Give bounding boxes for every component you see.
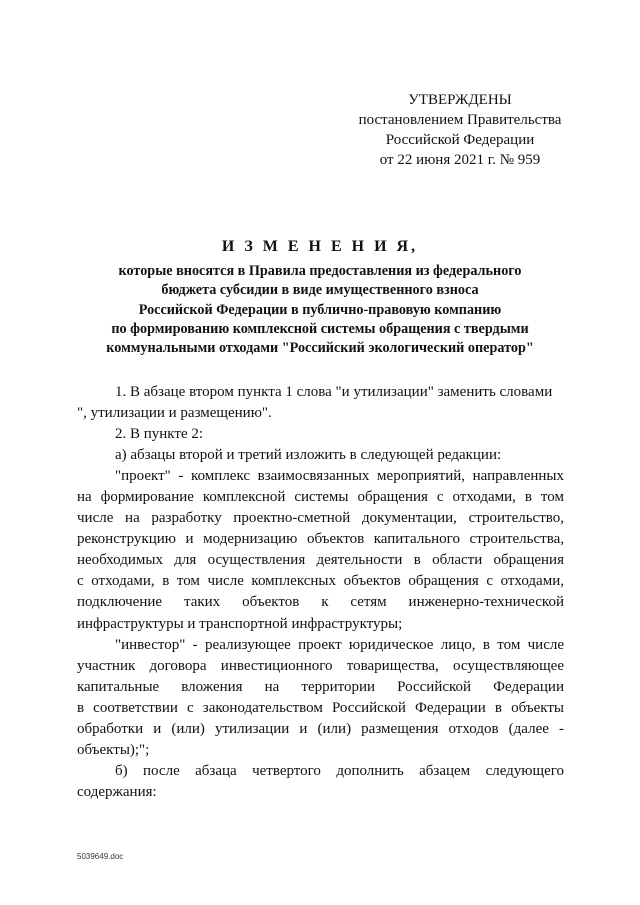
body-line: содержания: — [77, 783, 157, 800]
body-line: подключение таких объектов к сетям инженерно-технической — [77, 594, 564, 611]
body-line: б) после абзаца четвертого дополнить абзацем следующего — [115, 762, 564, 779]
body-line: 2. В пункте 2: — [115, 426, 204, 443]
body-line: 1. В абзаце втором пункта 1 слова "и утилизации" заменить словами — [115, 384, 553, 400]
document-subtitle — [70, 262, 570, 358]
file-name-footer: 5039649.doc — [77, 852, 124, 861]
body-line: инфраструктуры и транспортной инфраструктуры; — [77, 615, 403, 632]
subtitle-line: по формированию комплексной системы обращения с твердыми — [111, 320, 529, 337]
body-line: "инвестор" - реализующее проект юридическое лицо, в том числе — [115, 636, 564, 653]
body-line: с отходами, в том числе комплексных объектов обращения с отходами, — [77, 573, 564, 590]
subtitle-line: Российской Федерации в публично-правовую компанию — [138, 301, 502, 318]
body-line: объекты);"; — [77, 741, 150, 758]
document-title: И З М Е Н Е Н И Я, — [221, 238, 419, 255]
subtitle-line: коммунальными отходами "Российский экологический оператор" — [106, 340, 534, 357]
body-line: капитальные вложения на территории Российской Федерации — [77, 678, 564, 695]
body-line: необходимых для осуществления деятельности в области обращения — [77, 552, 564, 569]
approval-block — [340, 90, 580, 170]
subtitle-line: которые вносятся в Правила предоставления из федерального — [118, 263, 522, 279]
document-body — [77, 382, 564, 803]
body-line: на формирование комплексной системы обращения с отходами, в том — [77, 489, 564, 506]
body-line: участник договора инвестиционного товарищества, осуществляющее — [77, 657, 564, 674]
body-line: в соответствии с законодательством Российской Федерации в объекты — [77, 699, 564, 716]
approval-heading: УТВЕРЖДЕНЫ — [408, 92, 512, 108]
approval-resolution: постановлением Правительства — [358, 112, 562, 128]
body-line: "проект" - комплекс взаимосвязанных мероприятий, направленных — [115, 468, 564, 485]
body-line: реконструкцию и модернизацию объектов капитального строительства, — [77, 531, 564, 548]
approval-date-number: от 22 июня 2021 г. № 959 — [379, 152, 541, 168]
body-line: числе на разработку проектно-сметной документации, строительство, — [77, 510, 564, 527]
body-line: ", утилизации и размещению". — [77, 405, 272, 422]
approval-government: Российской Федерации — [385, 132, 535, 148]
body-line: а) абзацы второй и третий изложить в следующей редакции: — [115, 447, 502, 464]
body-line: обработки и (или) утилизации и (или) размещения отходов (далее - — [77, 720, 564, 737]
subtitle-line: бюджета субсидии в виде имущественного взноса — [161, 282, 479, 299]
